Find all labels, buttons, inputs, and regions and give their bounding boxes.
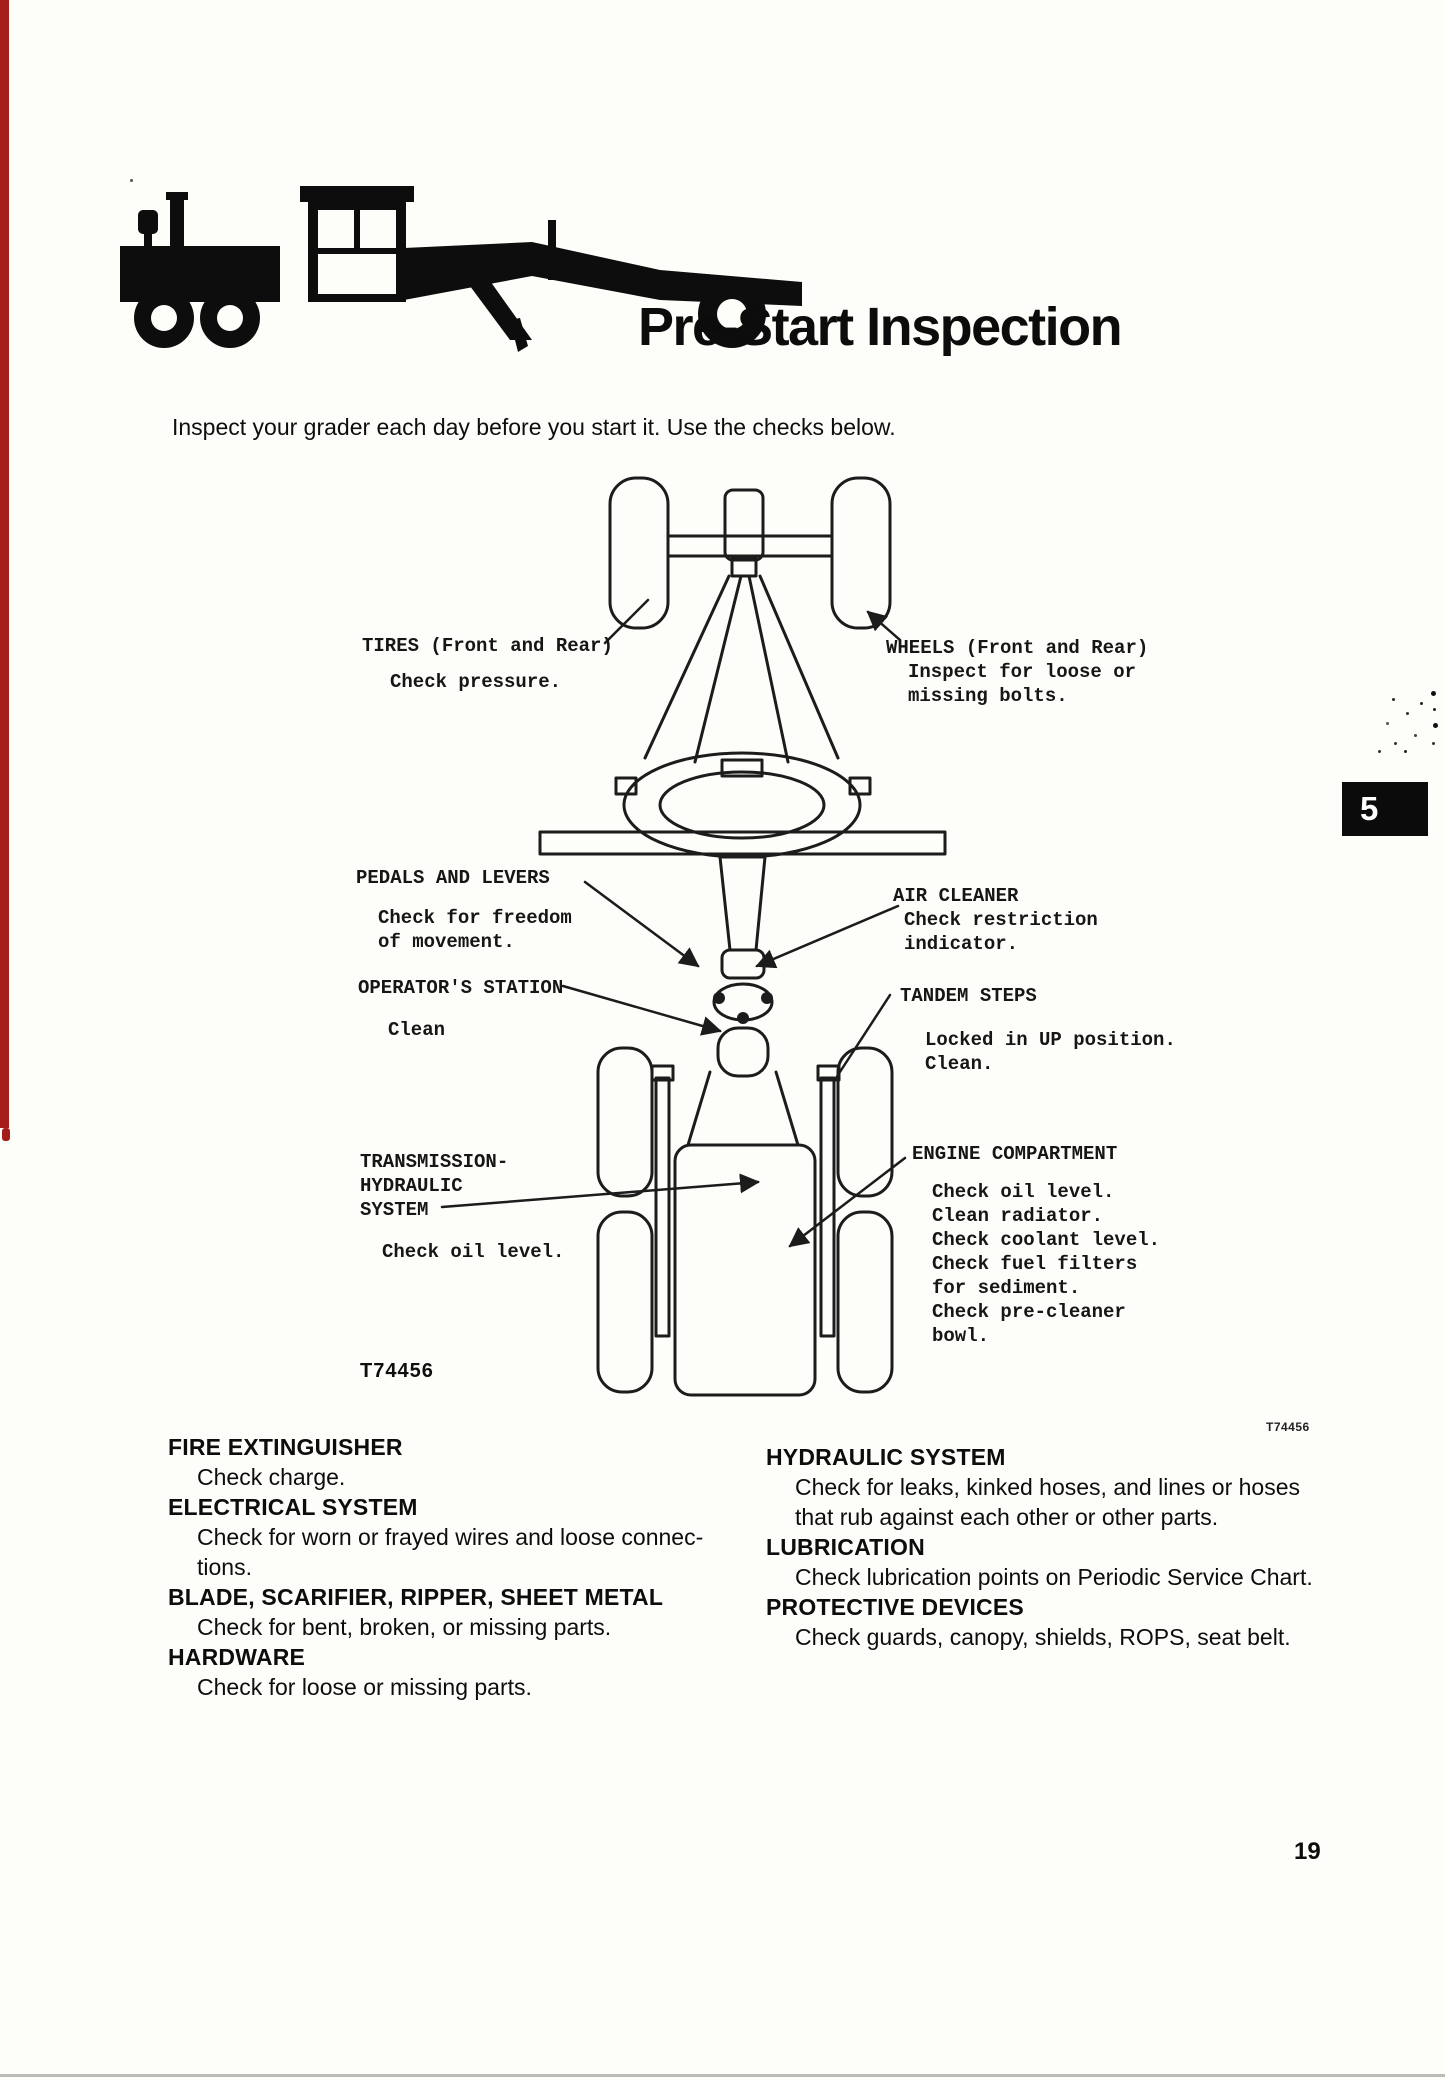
front-frame-post <box>725 490 763 560</box>
scan-edge-artifact <box>0 0 9 1128</box>
front-tire-right <box>832 478 890 628</box>
callout-pedals <box>356 866 572 954</box>
page-number: 19 <box>1294 1838 1321 1865</box>
checklist-item <box>766 1442 1391 1532</box>
drawbar-frame <box>645 576 838 762</box>
callout-line: Check restriction <box>904 909 1098 931</box>
callout-line: Clean <box>388 1019 446 1041</box>
callout-air-cleaner <box>893 884 1098 956</box>
checklist-item-title: PROTECTIVE DEVICES <box>766 1594 1024 1620</box>
checklist-item-line: that rub against each other or other parts. <box>795 1504 1219 1530</box>
callout-line: of movement. <box>378 931 515 953</box>
callout-engine <box>912 1142 1160 1348</box>
checklist-item-line: Check guards, canopy, shields, ROPS, seat belt. <box>795 1624 1291 1650</box>
checklist-item-line: Check lubrication points on Periodic Service Chart. <box>795 1564 1313 1590</box>
checklist-item-title: BLADE, SCARIFIER, RIPPER, SHEET METAL <box>168 1584 664 1610</box>
callout-line: bowl. <box>932 1325 990 1347</box>
blade-circle-inner <box>660 772 824 838</box>
checklist-item-title: FIRE EXTINGUISHER <box>168 1434 403 1460</box>
console <box>722 950 764 978</box>
checklist-item-line: Check for leaks, kinked hoses, and lines or hoses <box>795 1474 1300 1500</box>
callout-transmission <box>360 1150 564 1264</box>
callout-line: indicator. <box>904 933 1019 955</box>
figure-id: T74456 <box>360 1360 434 1382</box>
leader-air-cleaner <box>757 906 898 966</box>
callout-line: missing bolts. <box>908 685 1068 707</box>
callout-title: HYDRAULIC <box>360 1175 463 1197</box>
callout-title: TRANSMISSION- <box>360 1151 509 1173</box>
callout-title: AIR CLEANER <box>893 885 1019 907</box>
callout-title: TIRES (Front and Rear) <box>362 635 613 657</box>
page-title: Pre-Start Inspection <box>638 297 1122 357</box>
callout-title: OPERATOR'S STATION <box>358 977 564 999</box>
callout-line: for sediment. <box>932 1277 1081 1299</box>
callout-title: TANDEM STEPS <box>900 985 1037 1007</box>
callout-tires <box>362 634 613 694</box>
callout-line: Locked in UP position. <box>925 1029 1176 1051</box>
checklist-item-line: Check for loose or missing parts. <box>197 1674 532 1700</box>
callout-title: WHEELS (Front and Rear) <box>886 637 1149 659</box>
checklist-item <box>168 1642 793 1702</box>
callout-line: Check pre-cleaner <box>932 1301 1126 1323</box>
checklist-item <box>766 1532 1391 1592</box>
tandem-wheels <box>598 1048 892 1392</box>
checklist-item-title: HARDWARE <box>168 1644 306 1670</box>
callout-line: Clean radiator. <box>932 1205 1104 1227</box>
callout-line: Check pressure. <box>390 671 562 693</box>
callout-title: PEDALS AND LEVERS <box>356 867 550 889</box>
callout-operator-station <box>358 976 563 1042</box>
checklist-item <box>168 1582 793 1642</box>
checklist-right-column <box>766 1442 1391 1652</box>
callout-wheels <box>886 636 1148 708</box>
callout-title: ENGINE COMPARTMENT <box>912 1143 1118 1165</box>
scan-bottom-edge <box>0 2074 1445 2077</box>
operator-seat <box>718 1028 768 1076</box>
callout-line: Check coolant level. <box>932 1229 1161 1251</box>
leader-pedals <box>585 882 698 966</box>
checklist-left-column <box>168 1432 793 1702</box>
checklist-item <box>168 1492 793 1582</box>
callout-line: Check oil level. <box>932 1181 1115 1203</box>
checklist-item <box>168 1432 793 1492</box>
tandem-steps <box>652 1066 839 1336</box>
checklist-item-title: HYDRAULIC SYSTEM <box>766 1444 1006 1470</box>
callout-line: Clean. <box>925 1053 994 1075</box>
leader-operator-station <box>563 986 720 1031</box>
leader-tandem-steps <box>836 995 890 1078</box>
checklist-item-title: LUBRICATION <box>766 1534 925 1560</box>
chapter-tab: 5 <box>1342 782 1428 836</box>
figure-id-small: T74456 <box>1266 1420 1310 1434</box>
scan-noise-specks <box>1392 698 1395 701</box>
checklist-item-line: Check for bent, broken, or missing parts. <box>197 1614 612 1640</box>
checklist-item-title: ELECTRICAL SYSTEM <box>168 1494 418 1520</box>
callout-tandem-steps <box>900 984 1176 1076</box>
leader-engine <box>790 1158 905 1246</box>
checklist-item-line: tions. <box>197 1554 252 1580</box>
callout-title: SYSTEM <box>360 1199 429 1221</box>
callout-line: Check fuel filters <box>932 1253 1138 1275</box>
checklist-item-line: Check for worn or frayed wires and loose connec- <box>197 1524 704 1550</box>
callout-line: Inspect for loose or <box>908 661 1137 683</box>
callout-line: Check oil level. <box>382 1241 565 1263</box>
scan-edge-artifact-dot <box>2 1128 10 1141</box>
intro-text: Inspect your grader each day before you start it. Use the checks below. <box>172 414 896 440</box>
front-axle <box>668 536 832 556</box>
checklist-item-line: Check charge. <box>197 1464 346 1490</box>
callout-line: Check for freedom <box>378 907 572 929</box>
checklist-item <box>766 1592 1391 1652</box>
front-tire-left <box>610 478 668 628</box>
blade-bar <box>540 832 945 854</box>
gooseneck-frame <box>720 857 765 950</box>
